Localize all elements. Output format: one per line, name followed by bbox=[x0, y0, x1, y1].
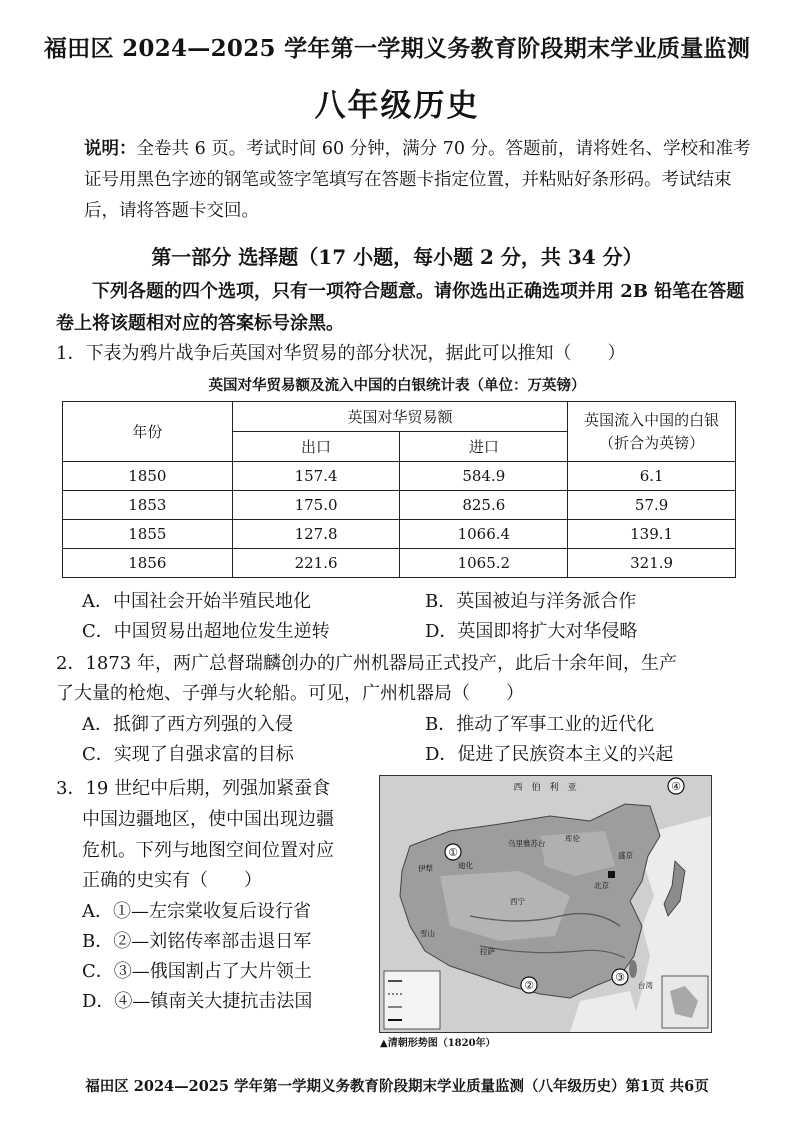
cell-year: 1856 bbox=[63, 549, 233, 578]
cell-export: 221.6 bbox=[232, 549, 400, 578]
cell-export: 175.0 bbox=[232, 491, 400, 520]
map-marker-1-label: ① bbox=[448, 846, 458, 859]
question-2-number: 2． bbox=[56, 653, 86, 674]
place-label: 库伦 bbox=[565, 834, 580, 843]
qing-map-drawing bbox=[380, 776, 711, 1032]
table-row bbox=[63, 491, 736, 520]
q1-option-d[interactable]: D．英国即将扩大对华侵略 bbox=[425, 621, 638, 642]
question-3-stem-line3: 危机。下列与地图空间位置对应 bbox=[82, 840, 334, 861]
place-label: 拉萨 bbox=[480, 947, 495, 956]
cell-import: 1066.4 bbox=[400, 520, 568, 549]
q2-option-c[interactable]: C．实现了自强求富的目标 bbox=[82, 744, 294, 765]
place-label: 雪山 bbox=[420, 929, 435, 938]
header-export: 出口 bbox=[232, 432, 400, 462]
instructions-text: 全卷共 6 页。考试时间 60 分钟，满分 70 分。答题前，请将姓名、学校和准考证号用黑色字迹的钢笔或签字笔填写在答题卡指定位置，并粘贴好条形码。考试结束后，请将答题卡交回。 bbox=[84, 139, 751, 221]
q3-option-a[interactable]: A．①—左宗棠收复后设行省 bbox=[82, 901, 311, 922]
question-1-stem: 下表为鸦片战争后英国对华贸易的部分状况，据此可以推知（ ） bbox=[85, 343, 626, 364]
question-2-stem-line2: 了大量的枪炮、子弹与火轮船。可见，广州机器局（ ） bbox=[56, 683, 524, 704]
header-silver bbox=[568, 402, 736, 462]
subject-title: 八年级历史 bbox=[314, 88, 480, 124]
q3-option-b[interactable]: B．②—刘铭传率部击退日军 bbox=[82, 931, 312, 952]
map-marker-2-label: ② bbox=[524, 979, 534, 992]
qing-map bbox=[379, 775, 712, 1033]
header-import: 进口 bbox=[400, 432, 568, 462]
map-caption: ▲清朝形势图（1820年） bbox=[380, 1038, 496, 1049]
part1-heading: 第一部分 选择题（17 小题，每小题 2 分，共 34 分） bbox=[151, 245, 643, 269]
trade-table bbox=[62, 401, 736, 578]
instructions-label: 说明： bbox=[84, 139, 137, 159]
q1-option-c[interactable]: C．中国贸易出超地位发生逆转 bbox=[82, 621, 330, 642]
place-label: 西宁 bbox=[510, 897, 525, 906]
q3-option-c[interactable]: C．③—俄国割占了大片领土 bbox=[82, 961, 312, 982]
cell-silver: 57.9 bbox=[568, 491, 736, 520]
page-footer: 福田区 2024—2025 学年第一学期义务教育阶段期末学业质量监测（八年级历史）第1页 共6页 bbox=[85, 1078, 709, 1095]
header-year: 年份 bbox=[63, 402, 233, 462]
q2-option-b[interactable]: B．推动了军事工业的近代化 bbox=[425, 714, 655, 735]
place-label: 台湾 bbox=[638, 981, 653, 990]
place-label: 乌里雅苏台 bbox=[508, 839, 546, 848]
part1-directions: 下列各题的四个选项，只有一项符合题意。请你选出正确选项并用 2B 铅笔在答题卷上将该题相对应的答案标号涂黑。 bbox=[56, 281, 745, 334]
q1-option-b[interactable]: B．英国被迫与洋务派合作 bbox=[425, 591, 637, 612]
header-silver-line2: （折合为英镑） bbox=[599, 433, 705, 452]
cell-export: 157.4 bbox=[232, 462, 400, 491]
place-label: 迪化 bbox=[458, 861, 473, 870]
taiwan-island bbox=[629, 960, 637, 978]
header-silver-line1: 英国流入中国的白银 bbox=[584, 410, 720, 429]
cell-import: 825.6 bbox=[400, 491, 568, 520]
capital-marker bbox=[608, 871, 615, 878]
trade-table-caption: 英国对华贸易额及流入中国的白银统计表（单位：万英镑） bbox=[208, 377, 586, 394]
cell-year: 1855 bbox=[63, 520, 233, 549]
question-2 bbox=[56, 650, 677, 678]
cell-year: 1850 bbox=[63, 462, 233, 491]
cell-year: 1853 bbox=[63, 491, 233, 520]
q1-option-a[interactable]: A．中国社会开始半殖民地化 bbox=[82, 591, 311, 612]
cell-export: 127.8 bbox=[232, 520, 400, 549]
question-3 bbox=[56, 775, 330, 803]
question-1 bbox=[56, 340, 625, 368]
q3-option-d[interactable]: D．④—镇南关大捷抗击法国 bbox=[82, 991, 313, 1012]
map-marker-3-label: ③ bbox=[615, 971, 625, 984]
cell-silver: 139.1 bbox=[568, 520, 736, 549]
question-1-number: 1． bbox=[56, 343, 86, 364]
cell-silver: 6.1 bbox=[568, 462, 736, 491]
q2-option-a[interactable]: A．抵御了西方列强的入侵 bbox=[82, 714, 293, 735]
header-trade: 英国对华贸易额 bbox=[232, 402, 568, 432]
place-label: 伊犁 bbox=[418, 864, 433, 873]
map-marker-4-label: ④ bbox=[671, 780, 681, 793]
map-top-label: 西 伯 利 亚 bbox=[513, 783, 577, 793]
instructions bbox=[84, 134, 754, 227]
cell-import: 1065.2 bbox=[400, 549, 568, 578]
question-3-number: 3． bbox=[56, 778, 86, 799]
cell-silver: 321.9 bbox=[568, 549, 736, 578]
question-3-stem-line1: 19 世纪中后期，列强加紧蚕食 bbox=[85, 778, 331, 799]
question-3-stem-line2: 中国边疆地区，使中国出现边疆 bbox=[82, 809, 334, 830]
table-row bbox=[63, 462, 736, 491]
question-3-stem-line4: 正确的史实有（ ） bbox=[82, 870, 262, 891]
q2-option-d[interactable]: D．促进了民族资本主义的兴起 bbox=[425, 744, 674, 765]
exam-title: 福田区 2024—2025 学年第一学期义务教育阶段期末学业质量监测 bbox=[43, 35, 751, 62]
table-row bbox=[63, 549, 736, 578]
cell-import: 584.9 bbox=[400, 462, 568, 491]
question-2-stem-line1: 1873 年，两广总督瑞麟创办的广州机器局正式投产，此后十余年间，生产 bbox=[85, 653, 677, 674]
table-row bbox=[63, 520, 736, 549]
place-label: 盛京 bbox=[618, 851, 633, 860]
place-label: 北京 bbox=[594, 881, 609, 890]
